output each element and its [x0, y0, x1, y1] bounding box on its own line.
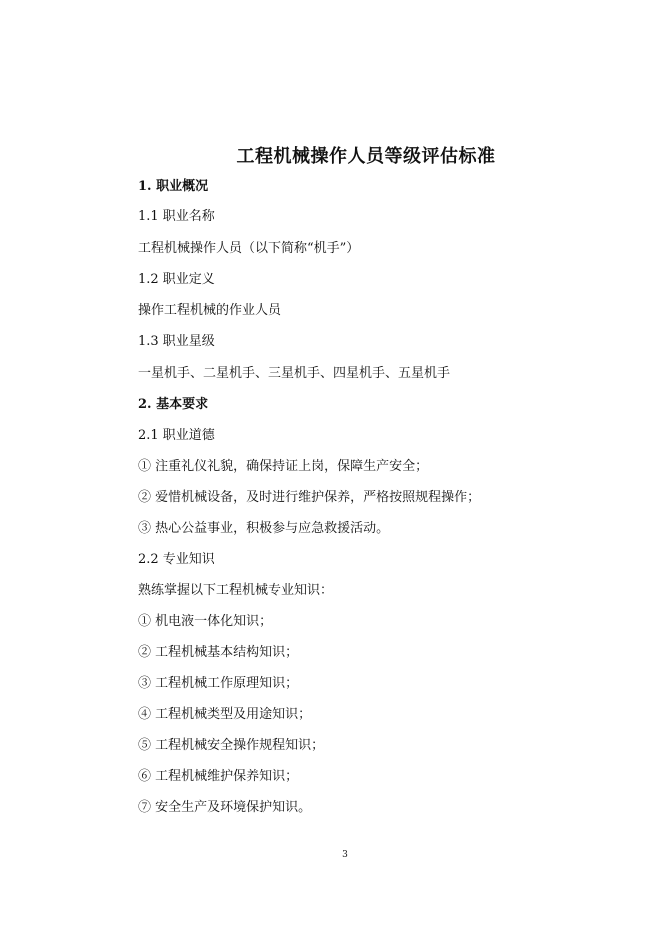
list-item-knowledge-5: ⑤ 工程机械安全操作规程知识；: [138, 738, 325, 753]
page-number: 3: [342, 850, 348, 860]
list-item-knowledge-3: ③ 工程机械工作原理知识；: [138, 676, 299, 691]
paragraph-occupation-definition: 操作工程机械的作业人员: [138, 303, 282, 318]
subsection-heading-2-1: 2.1 职业道德: [138, 428, 215, 443]
list-item-knowledge-2: ② 工程机械基本结构知识；: [138, 645, 299, 660]
subsection-heading-2-2: 2.2 专业知识: [138, 552, 215, 567]
subsection-heading-1-3: 1.3 职业星级: [138, 334, 215, 349]
paragraph-knowledge-intro: 熟练掌握以下工程机械专业知识：: [138, 583, 334, 598]
list-item-knowledge-1: ① 机电液一体化知识；: [138, 614, 273, 629]
section-heading-2: 2. 基本要求: [138, 397, 209, 412]
list-item-knowledge-7: ⑦ 安全生产及环境保护知识。: [138, 800, 312, 815]
list-item-knowledge-4: ④ 工程机械类型及用途知识；: [138, 707, 312, 722]
list-item-ethics-1: ① 注重礼仪礼貌，确保持证上岗，保障生产安全；: [138, 459, 429, 474]
document-title: 工程机械操作人员等级评估标准: [236, 146, 496, 167]
list-item-ethics-3: ③ 热心公益事业，积极参与应急救援活动。: [138, 521, 390, 536]
paragraph-occupation-levels: 一星机手、二星机手、三星机手、四星机手、五星机手: [138, 366, 451, 381]
list-item-ethics-2: ② 爱惜机械设备，及时进行维护保养，严格按照规程操作；: [138, 490, 481, 505]
list-item-knowledge-6: ⑥ 工程机械维护保养知识；: [138, 769, 299, 784]
subsection-heading-1-1: 1.1 职业名称: [138, 209, 215, 224]
paragraph-occupation-name: 工程机械操作人员（以下简称“机手”）: [138, 241, 360, 256]
subsection-heading-1-2: 1.2 职业定义: [138, 272, 215, 287]
section-heading-1: 1. 职业概况: [138, 179, 209, 194]
